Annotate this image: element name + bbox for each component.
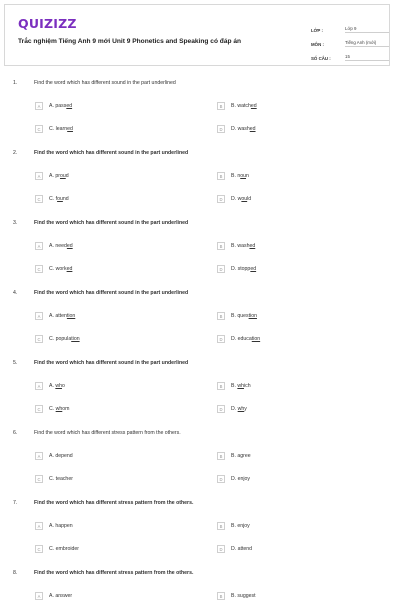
answer-option-d[interactable] (217, 404, 247, 414)
underlined-part: ed (250, 103, 257, 109)
option-text: D. education (231, 336, 261, 342)
option-text: A. who (49, 383, 65, 389)
option-letter-box: D (217, 265, 225, 273)
underlined-part: wh (237, 406, 245, 412)
answer-option-a[interactable] (35, 381, 65, 391)
answer-option-c[interactable] (35, 544, 79, 554)
option-text: A. answer (49, 593, 73, 599)
worksheet-header (4, 4, 390, 66)
option-letter-box: A (35, 382, 43, 390)
question-number: 1. (13, 80, 18, 86)
option-letter-box: C (35, 545, 43, 553)
answer-option-d[interactable] (217, 334, 260, 344)
option-text: A. attention (49, 313, 76, 319)
option-letter-box: D (217, 335, 225, 343)
question-text: Find the word which has different sound in the part underlined (34, 220, 189, 226)
meta-label: MÔN : (311, 42, 324, 47)
answer-option-b[interactable] (217, 101, 257, 111)
underlined-part: tion (66, 313, 76, 319)
question-number: 6. (13, 430, 18, 436)
underlined-part: ed (66, 266, 73, 272)
answer-option-d[interactable] (217, 264, 256, 274)
option-letter-box: C (35, 405, 43, 413)
option-letter-box: D (217, 405, 225, 413)
answer-option-b[interactable] (217, 241, 255, 251)
option-letter-box: A (35, 172, 43, 180)
option-text: A. proud (49, 173, 69, 179)
answer-option-a[interactable] (35, 101, 72, 111)
option-letter-box: B (217, 452, 225, 460)
underlined-part: ou (241, 196, 248, 202)
option-letter-box: C (35, 125, 43, 133)
underlined-part: ed (66, 243, 73, 249)
option-letter-box: D (217, 195, 225, 203)
answer-option-a[interactable] (35, 171, 69, 181)
option-text: C. teacher (49, 476, 73, 482)
question-text: Find the word which has different sound in the part underlined (34, 80, 176, 86)
question-number: 3. (13, 220, 18, 226)
option-text: C. embroider (49, 546, 79, 552)
option-text: D. would (231, 196, 252, 202)
question-number: 8. (13, 570, 18, 576)
underlined-part: ou (240, 173, 247, 179)
answer-option-b[interactable] (217, 381, 251, 391)
option-text: B. watched (231, 103, 257, 109)
answer-option-c[interactable] (35, 124, 73, 134)
meta-row-class (311, 19, 389, 33)
answer-option-b[interactable] (217, 171, 249, 181)
option-text: B. enjoy (231, 523, 250, 529)
option-letter-box: A (35, 312, 43, 320)
option-text: A. needed (49, 243, 73, 249)
question-text: Find the word which has different sound in the part underlined (34, 290, 189, 296)
option-letter-box: C (35, 335, 43, 343)
underlined-part: ou (59, 173, 66, 179)
underlined-part: ed (250, 266, 257, 272)
meta-row-count (311, 47, 389, 61)
option-text: D. enjoy (231, 476, 251, 482)
option-text: B. question (231, 313, 257, 319)
answer-option-d[interactable] (217, 124, 256, 134)
option-text: B. noun (231, 173, 249, 179)
option-text: C. found (49, 196, 69, 202)
option-text: D. why (231, 406, 247, 412)
option-letter-box: B (217, 102, 225, 110)
underlined-part: tion (251, 336, 261, 342)
meta-label: LỚP : (311, 28, 323, 33)
option-text: C. whom (49, 406, 70, 412)
option-text: B. which (231, 383, 251, 389)
answer-option-c[interactable] (35, 334, 80, 344)
option-letter-box: D (217, 475, 225, 483)
answer-option-a[interactable] (35, 241, 73, 251)
answer-option-d[interactable] (217, 474, 250, 484)
question-text: Find the word which has different stress pattern from the others. (34, 500, 194, 506)
underlined-part: ed (249, 243, 256, 249)
answer-option-a[interactable] (35, 311, 75, 321)
option-text: A. passed (49, 103, 73, 109)
option-text: B. washed (231, 243, 256, 249)
option-letter-box: C (35, 195, 43, 203)
option-text: B. agree (231, 453, 251, 459)
option-text: D. attend (231, 546, 253, 552)
option-letter-box: C (35, 265, 43, 273)
option-letter-box: B (217, 242, 225, 250)
underlined-part: wh (55, 383, 62, 389)
question-number: 4. (13, 290, 18, 296)
answer-option-c[interactable] (35, 264, 72, 274)
answer-option-b[interactable] (217, 451, 251, 461)
underlined-part: ed (66, 103, 73, 109)
option-text: A. depend (49, 453, 73, 459)
answer-option-b[interactable] (217, 311, 257, 321)
question-text: Find the word which has different stress pattern from the others. (34, 570, 194, 576)
option-letter-box: A (35, 522, 43, 530)
option-letter-box: D (217, 545, 225, 553)
underlined-part: tion (248, 313, 257, 319)
quizizz-logo (18, 16, 77, 31)
option-text: D. stopped (231, 266, 257, 272)
answer-option-d[interactable] (217, 194, 251, 204)
logo-text: QUIZIZZ (18, 16, 77, 31)
option-text: C. population (49, 336, 80, 342)
answer-option-c[interactable] (35, 194, 69, 204)
underlined-part: wh (55, 406, 63, 412)
answer-option-a[interactable] (35, 521, 73, 531)
option-letter-box: A (35, 592, 43, 600)
answer-option-c[interactable] (35, 404, 70, 414)
option-letter-box: C (35, 475, 43, 483)
option-letter-box: B (217, 312, 225, 320)
underlined-part: ed (67, 126, 73, 132)
question-text: Find the word which has different sound in the part underlined (34, 150, 189, 156)
option-letter-box: A (35, 242, 43, 250)
document-title: Trắc nghiệm Tiếng Anh 9 mới Unit 9 Phonetics and Speaking có đáp án (18, 38, 242, 45)
answer-option-b[interactable] (217, 521, 250, 531)
option-letter-box: B (217, 382, 225, 390)
option-letter-box: B (217, 592, 225, 600)
option-text: C. worked (49, 266, 73, 272)
meta-row-subject (311, 33, 389, 47)
meta-value: 15 (345, 54, 389, 61)
option-text: C. learned (49, 126, 73, 132)
question-text: Find the word which has different stress pattern from the others. (34, 430, 181, 436)
option-letter-box: A (35, 102, 43, 110)
question-number: 7. (13, 500, 18, 506)
underlined-part: ed (249, 126, 256, 132)
meta-label: SỐ CÂU : (311, 56, 331, 61)
option-text: B. suggest (231, 593, 256, 599)
meta-value: Tiếng Anh (mới) (345, 40, 389, 47)
option-letter-box: D (217, 125, 225, 133)
answer-option-c[interactable] (35, 474, 73, 484)
option-text: D. washed (231, 126, 256, 132)
option-text: A. happen (49, 523, 73, 529)
option-letter-box: A (35, 452, 43, 460)
answer-option-d[interactable] (217, 544, 252, 554)
option-letter-box: B (217, 522, 225, 530)
answer-option-a[interactable] (35, 451, 73, 461)
question-number: 2. (13, 150, 18, 156)
meta-value: Lớp 9 (345, 26, 389, 33)
question-number: 5. (13, 360, 18, 366)
meta-info (311, 19, 389, 61)
question-text: Find the word which has different sound in the part underlined (34, 360, 189, 366)
option-letter-box: B (217, 172, 225, 180)
underlined-part: tion (71, 336, 80, 342)
underlined-part: ou (57, 196, 63, 202)
underlined-part: wh (237, 383, 244, 389)
